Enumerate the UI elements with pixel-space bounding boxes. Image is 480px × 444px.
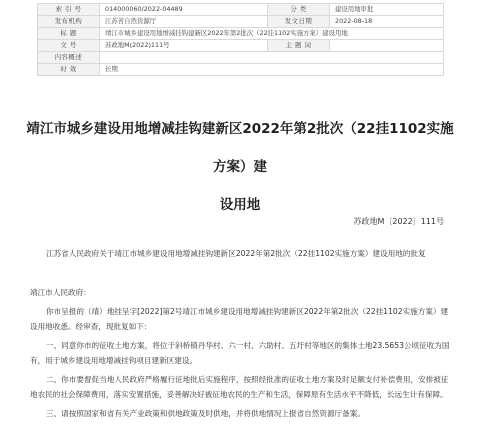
title-value: 靖江市城乡建设用地增减挂钩建新区2022年第2批次（22挂1102实施方案）建设用地 bbox=[100, 28, 444, 40]
summary-value bbox=[100, 52, 444, 64]
document-title-line1: 靖江市城乡建设用地增减挂钩建新区2022年第2批次（22挂1102实施方案）建 bbox=[26, 121, 454, 175]
meta-row-index bbox=[38, 4, 444, 16]
docno-value: 苏政地M(2022)111号 bbox=[100, 40, 268, 52]
paragraph-1: 你市呈报的（靖）地挂呈字[2022]第2号靖江市城乡建设用地增减挂钩建新区2022年第2批次（22挂1102实施方案）建设用地收悉。经审查，现批复如下： bbox=[30, 307, 449, 331]
index-value: 014000060/2022-04489 bbox=[100, 4, 268, 16]
title-label: 标 题 bbox=[38, 28, 100, 40]
category-label: 分 类 bbox=[268, 4, 330, 16]
meta-row-docno bbox=[38, 40, 444, 52]
document-subtitle: 江苏省人民政府关于靖江市城乡建设用地增减挂钩建新区2022年第2批次（22挂1102实施方案）建设用地的批复 bbox=[46, 249, 426, 258]
document-meta-table bbox=[37, 3, 444, 76]
category-value: 建设用地审批 bbox=[330, 4, 444, 16]
paragraph-2: 一、同意你市的征收土地方案，将位于斜桥镇丹华村、六一村、六助村、五圩村等地区的集体土地23.5653公顷征收为国有，用于城乡建设用地增减挂钩项目建新区建设。 bbox=[30, 341, 450, 365]
meta-row-validity bbox=[38, 64, 444, 76]
document-body bbox=[30, 285, 450, 421]
document-title bbox=[20, 110, 460, 224]
meta-row-title bbox=[38, 28, 444, 40]
salutation: 靖江市人民政府： bbox=[30, 288, 91, 297]
date-label: 发文日期 bbox=[268, 16, 330, 28]
paragraph-3: 二、你市要督促当地人民政府严格履行征地批后实施程序，按照经批准的征收土地方案及时足额支付补偿费用，安排被征地农民的社会保障费用，落实安置措施，妥善解决好被征地农民的生产和生活，保障原有生活水平不降低，长远生计有保障。 bbox=[30, 375, 449, 399]
document-number: 苏政地M〔2022〕111号 bbox=[353, 217, 444, 226]
meta-row-issuer bbox=[38, 16, 444, 28]
index-label: 索 引 号 bbox=[38, 4, 100, 16]
issuer-label: 发布机构 bbox=[38, 16, 100, 28]
paragraph-4: 三、请按照国家和省有关产业政策和供地政策及时供地，并将供地情况上报省自然资源厅备案。 bbox=[46, 409, 365, 418]
summary-label: 内容概述 bbox=[38, 52, 100, 64]
docno-label: 文 号 bbox=[38, 40, 100, 52]
topic-value bbox=[330, 40, 444, 52]
validity-value: 长期 bbox=[100, 64, 444, 76]
topic-label: 主 题 词 bbox=[268, 40, 330, 52]
validity-label: 时 效 bbox=[38, 64, 100, 76]
document-title-line2: 设用地 bbox=[219, 197, 261, 213]
date-value: 2022-08-18 bbox=[330, 16, 444, 28]
issuer-value: 江苏省自然资源厅 bbox=[100, 16, 268, 28]
meta-row-summary bbox=[38, 52, 444, 64]
